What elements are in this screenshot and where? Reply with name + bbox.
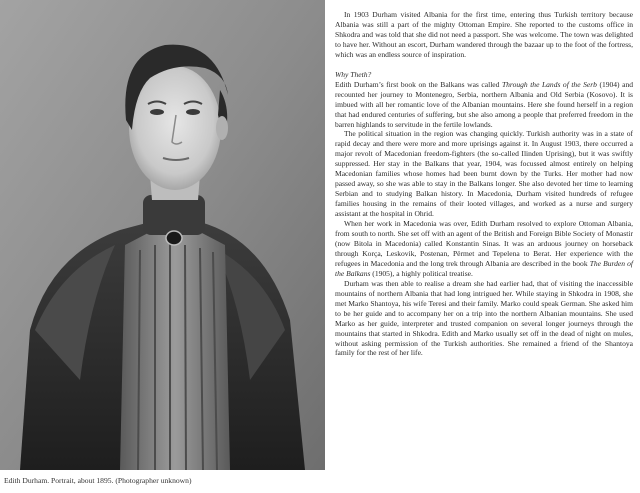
paragraph-1 <box>335 80 633 130</box>
book-title-1: Through the Lands of the Serb <box>501 79 597 89</box>
paragraph-4: Durham was then able to realise a dream she had earlier had, that of visiting the inaccessible mountains of northern Albania that had long intrigued her. While staying in Shkodra in 1908, she met Marko Shantoya, his wife Teresi and their family. Marko could speak German. She asked him to be her guide and to accompany her on a trip into the northern Albanian mountains. She used Marko as her guide, interpreter and trusted companion on several longer journeys through the mountains that started in Shkodra. Edith and Marko usually set off in the dead of night on mules, without asking permission of the Turkish authorities. She remained a friend of the Shantoya family for the rest of her life. <box>335 278 633 358</box>
paragraph-3-text-a: When her work in Macedonia was over, Edith Durham resolved to explore Ottoman Albania, from south to north. She set off with an agent of the British and Foreign Bible Society of Monastir (now Bitola in Macedonia) called Konstantin Sinas. It was an arduous journey on horseback through Korça, Leskovik, Postenan, Përmet and Tepelena to Berat. Her experience with the refugees in Macedonia and the long trek through Albania are described in the book <box>335 219 633 268</box>
photo-caption: Edith Durham. Portrait, about 1895. (Photographer unknown) <box>4 476 192 485</box>
paragraph-3-text-b: (1905), a highly political treatise. <box>370 268 473 278</box>
paragraph-1-text-b: (1904) and recounted her journey to Montenegro, Serbia, northern Albania and Old Serbia (Kosovo). It is imbued with all her romantic love of the Albanian mountains. Here she found herself in a region that had endured centuries of suffering, but she also among a people that preferred freedom in the barren highlands to servitude in the fertile lowlands. <box>335 79 633 129</box>
paragraph-3 <box>335 219 633 279</box>
section-heading: Why Theth? <box>335 69 372 79</box>
paragraph-1-text-a: Edith Durham’s first book on the Balkans was called <box>335 79 502 89</box>
book-title-2: The Burden of the Balkans <box>335 258 634 278</box>
paragraph-2: The political situation in the region was changing quickly. Turkish authority was in a state of rapid decay and there were more and more uprisings against it. In August 1903, there occurred a major revolt of Macedonian freedom-fighters (the so-called Ilinden Uprising), but it was swiftly suppressed. Her stay in the Balkans that year, 1904, was focussed almost entirely on helping Macedonian families whose homes had been burnt down by the Turks. Her mother had now passed away, so she was able to stay in the Balkans longer. She also devoted her time to learning Serbian and to studying Balkan history. In Macedonia, Durham visited hundreds of refugee families housing in the remains of their looted villages, and worked as a nurse and surgery assistant at the hospital in Ohrid. <box>335 129 633 219</box>
portrait-photo <box>0 0 325 470</box>
intro-paragraph: In 1903 Durham visited Albania for the first time, entering thus Turkish territory because Albania was still a part of the mighty Ottoman Empire. She reported to the customs office in Shkodra and was told that she did not need a passport. She was welcome. The town was delighted to have her. Without an escort, Durham wandered through the bazaar up to the foot of the fortress, which was an endless source of inspiration. <box>335 10 633 59</box>
article-body <box>335 10 633 358</box>
